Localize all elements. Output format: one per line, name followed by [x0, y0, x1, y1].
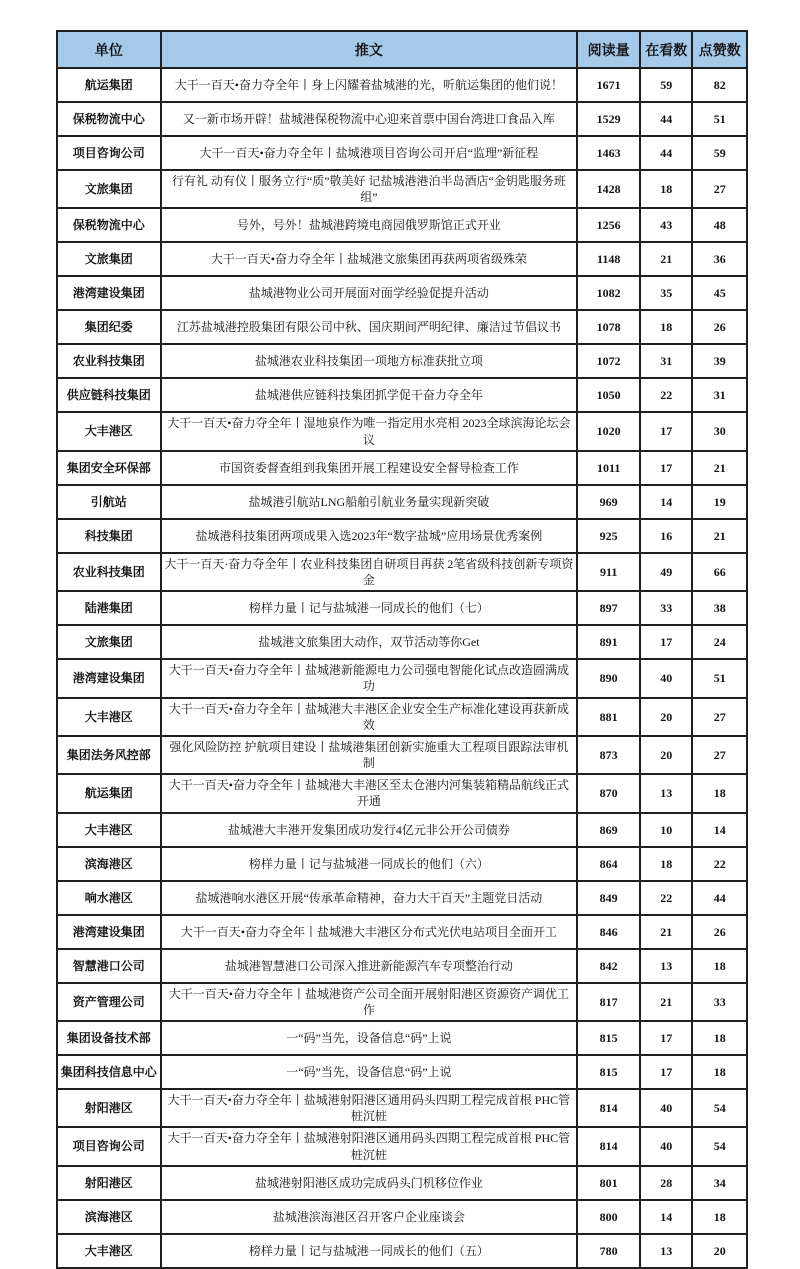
unit-cell: 文旅集团: [57, 170, 161, 208]
post-cell: 一“码”当先，设备信息“码”上说: [161, 1055, 578, 1089]
post-cell: 市国资委督查组到我集团开展工程建设安全督导检查工作: [161, 451, 578, 485]
likes-cell: 21: [692, 451, 747, 485]
reads-cell: 911: [577, 553, 640, 591]
table-row: [57, 102, 747, 136]
likes-cell: 54: [692, 1127, 747, 1165]
unit-cell: 保税物流中心: [57, 102, 161, 136]
watches-cell: 22: [640, 378, 692, 412]
table-row: [57, 485, 747, 519]
likes-cell: 54: [692, 1089, 747, 1127]
post-cell: 一“码”当先，设备信息“码”上说: [161, 1021, 578, 1055]
unit-cell: 大丰港区: [57, 412, 161, 450]
post-cell: 盐城港科技集团两项成果入选2023年“数字盐城”应用场景优秀案例: [161, 519, 578, 553]
reads-cell: 801: [577, 1166, 640, 1200]
unit-cell: 集团安全环保部: [57, 451, 161, 485]
table-row: [57, 1200, 747, 1234]
reads-cell: 870: [577, 774, 640, 812]
post-cell: 盐城港射阳港区成功完成码头门机移位作业: [161, 1166, 578, 1200]
post-cell: 行有礼 动有仪丨服务立行“质”敬美好 记盐城港港泊半岛酒店“金钥匙服务班组”: [161, 170, 578, 208]
unit-cell: 航运集团: [57, 774, 161, 812]
watches-cell: 44: [640, 102, 692, 136]
unit-cell: 射阳港区: [57, 1089, 161, 1127]
watches-cell: 18: [640, 170, 692, 208]
reads-cell: 842: [577, 949, 640, 983]
col-header-reads: 阅读量: [577, 31, 640, 68]
watches-cell: 13: [640, 1234, 692, 1268]
table-row: [57, 451, 747, 485]
wechat-post-stats-table: [56, 30, 748, 1269]
unit-cell: 大丰港区: [57, 1234, 161, 1268]
reads-cell: 1072: [577, 344, 640, 378]
unit-cell: 项目咨询公司: [57, 1127, 161, 1165]
likes-cell: 44: [692, 881, 747, 915]
likes-cell: 18: [692, 949, 747, 983]
table-row: [57, 344, 747, 378]
watches-cell: 10: [640, 813, 692, 847]
watches-cell: 20: [640, 736, 692, 774]
reads-cell: 1020: [577, 412, 640, 450]
likes-cell: 24: [692, 625, 747, 659]
col-header-post: 推文: [161, 31, 578, 68]
unit-cell: 港湾建设集团: [57, 915, 161, 949]
table-row: [57, 208, 747, 242]
reads-cell: 1050: [577, 378, 640, 412]
col-header-likes: 点赞数: [692, 31, 747, 68]
unit-cell: 滨海港区: [57, 847, 161, 881]
table-row: [57, 136, 747, 170]
post-cell: 大干一百天•奋力夺全年丨盐城港大丰港区分布式光伏电站项目全面开工: [161, 915, 578, 949]
watches-cell: 17: [640, 412, 692, 450]
post-cell: 大干一百天•奋力夺全年丨湿地泉作为唯一指定用水亮相 2023全球滨海论坛会议: [161, 412, 578, 450]
watches-cell: 49: [640, 553, 692, 591]
table-header-row: [57, 31, 747, 68]
likes-cell: 19: [692, 485, 747, 519]
post-cell: 又一新市场开辟！盐城港保税物流中心迎来首票中国台湾进口食品入库: [161, 102, 578, 136]
post-cell: 榜样力量丨记与盐城港一同成长的他们（五）: [161, 1234, 578, 1268]
table-row: [57, 242, 747, 276]
reads-cell: 815: [577, 1055, 640, 1089]
reads-cell: 969: [577, 485, 640, 519]
unit-cell: 引航站: [57, 485, 161, 519]
table-row: [57, 412, 747, 450]
watches-cell: 13: [640, 949, 692, 983]
table-row: [57, 983, 747, 1021]
watches-cell: 20: [640, 698, 692, 736]
unit-cell: 供应链科技集团: [57, 378, 161, 412]
post-cell: 盐城港智慧港口公司深入推进新能源汽车专项整治行动: [161, 949, 578, 983]
watches-cell: 18: [640, 310, 692, 344]
reads-cell: 1148: [577, 242, 640, 276]
table-row: [57, 276, 747, 310]
table-row: [57, 1021, 747, 1055]
likes-cell: 27: [692, 736, 747, 774]
reads-cell: 1011: [577, 451, 640, 485]
table-row: [57, 591, 747, 625]
watches-cell: 13: [640, 774, 692, 812]
post-cell: 江苏盐城港控股集团有限公司中秋、国庆期间严明纪律、廉洁过节倡议书: [161, 310, 578, 344]
watches-cell: 59: [640, 68, 692, 102]
post-cell: 大干一百天•奋力夺全年丨盐城港射阳港区通用码头四期工程完成首根 PHC管桩沉桩: [161, 1127, 578, 1165]
likes-cell: 18: [692, 1055, 747, 1089]
reads-cell: 817: [577, 983, 640, 1021]
watches-cell: 17: [640, 451, 692, 485]
reads-cell: 1529: [577, 102, 640, 136]
unit-cell: 射阳港区: [57, 1166, 161, 1200]
likes-cell: 82: [692, 68, 747, 102]
likes-cell: 66: [692, 553, 747, 591]
unit-cell: 港湾建设集团: [57, 276, 161, 310]
watches-cell: 33: [640, 591, 692, 625]
table-row: [57, 813, 747, 847]
likes-cell: 51: [692, 102, 747, 136]
likes-cell: 45: [692, 276, 747, 310]
post-cell: 盐城港响水港区开展“传承革命精神，奋力大干百天”主题党日活动: [161, 881, 578, 915]
watches-cell: 35: [640, 276, 692, 310]
table-row: [57, 698, 747, 736]
table-row: [57, 1055, 747, 1089]
watches-cell: 21: [640, 915, 692, 949]
post-cell: 大干一百天•奋力夺全年丨身上闪耀着盐城港的光，听航运集团的他们说！: [161, 68, 578, 102]
post-cell: 大干一百天•奋力夺全年丨盐城港大丰港区至太仓港内河集装箱精品航线正式开通: [161, 774, 578, 812]
unit-cell: 智慧港口公司: [57, 949, 161, 983]
table-row: [57, 1089, 747, 1127]
reads-cell: 864: [577, 847, 640, 881]
reads-cell: 800: [577, 1200, 640, 1234]
likes-cell: 59: [692, 136, 747, 170]
unit-cell: 保税物流中心: [57, 208, 161, 242]
post-cell: 盐城港滨海港区召开客户企业座谈会: [161, 1200, 578, 1234]
table-row: [57, 915, 747, 949]
reads-cell: 1428: [577, 170, 640, 208]
watches-cell: 40: [640, 1089, 692, 1127]
table-row: [57, 625, 747, 659]
watches-cell: 14: [640, 485, 692, 519]
likes-cell: 26: [692, 310, 747, 344]
unit-cell: 陆港集团: [57, 591, 161, 625]
watches-cell: 21: [640, 983, 692, 1021]
reads-cell: 869: [577, 813, 640, 847]
watches-cell: 21: [640, 242, 692, 276]
watches-cell: 40: [640, 1127, 692, 1165]
unit-cell: 集团法务风控部: [57, 736, 161, 774]
likes-cell: 36: [692, 242, 747, 276]
watches-cell: 18: [640, 847, 692, 881]
unit-cell: 集团设备技术部: [57, 1021, 161, 1055]
post-cell: 榜样力量丨记与盐城港一同成长的他们（七）: [161, 591, 578, 625]
reads-cell: 1082: [577, 276, 640, 310]
likes-cell: 26: [692, 915, 747, 949]
col-header-watches: 在看数: [640, 31, 692, 68]
table-row: [57, 881, 747, 915]
watches-cell: 28: [640, 1166, 692, 1200]
watches-cell: 22: [640, 881, 692, 915]
post-cell: 盐城港引航站LNG船舶引航业务量实现新突破: [161, 485, 578, 519]
unit-cell: 文旅集团: [57, 242, 161, 276]
post-cell: 大干一百天•奋力夺全年丨盐城港射阳港区通用码头四期工程完成首根 PHC管桩沉桩: [161, 1089, 578, 1127]
reads-cell: 925: [577, 519, 640, 553]
post-cell: 盐城港农业科技集团一项地方标准获批立项: [161, 344, 578, 378]
watches-cell: 14: [640, 1200, 692, 1234]
table-row: [57, 1166, 747, 1200]
unit-cell: 大丰港区: [57, 698, 161, 736]
likes-cell: 27: [692, 170, 747, 208]
reads-cell: 849: [577, 881, 640, 915]
likes-cell: 22: [692, 847, 747, 881]
unit-cell: 航运集团: [57, 68, 161, 102]
watches-cell: 16: [640, 519, 692, 553]
likes-cell: 30: [692, 412, 747, 450]
watches-cell: 31: [640, 344, 692, 378]
table-row: [57, 774, 747, 812]
watches-cell: 40: [640, 659, 692, 697]
table-row: [57, 378, 747, 412]
reads-cell: 1256: [577, 208, 640, 242]
likes-cell: 20: [692, 1234, 747, 1268]
reads-cell: 846: [577, 915, 640, 949]
likes-cell: 18: [692, 1021, 747, 1055]
table-row: [57, 68, 747, 102]
likes-cell: 27: [692, 698, 747, 736]
watches-cell: 17: [640, 1021, 692, 1055]
table-row: [57, 519, 747, 553]
likes-cell: 34: [692, 1166, 747, 1200]
reads-cell: 1463: [577, 136, 640, 170]
post-cell: 盐城港文旅集团大动作，双节活动等你Get: [161, 625, 578, 659]
likes-cell: 38: [692, 591, 747, 625]
likes-cell: 18: [692, 774, 747, 812]
post-cell: 号外，号外！盐城港跨境电商园俄罗斯馆正式开业: [161, 208, 578, 242]
reads-cell: 1078: [577, 310, 640, 344]
table-row: [57, 949, 747, 983]
table-row: [57, 1234, 747, 1268]
unit-cell: 集团纪委: [57, 310, 161, 344]
reads-cell: 815: [577, 1021, 640, 1055]
table-row: [57, 170, 747, 208]
post-cell: 大干一百天•奋力夺全年丨盐城港大丰港区企业安全生产标准化建设再获新成效: [161, 698, 578, 736]
reads-cell: 890: [577, 659, 640, 697]
unit-cell: 文旅集团: [57, 625, 161, 659]
likes-cell: 14: [692, 813, 747, 847]
post-cell: 大干一百天·奋力夺全年丨农业科技集团自研项目再获 2笔省级科技创新专项资金: [161, 553, 578, 591]
post-cell: 大干一百天•奋力夺全年丨盐城港新能源电力公司强电智能化试点改造圆满成功: [161, 659, 578, 697]
col-header-unit: 单位: [57, 31, 161, 68]
watches-cell: 17: [640, 625, 692, 659]
reads-cell: 814: [577, 1089, 640, 1127]
table-row: [57, 847, 747, 881]
likes-cell: 31: [692, 378, 747, 412]
unit-cell: 农业科技集团: [57, 553, 161, 591]
post-cell: 盐城港供应链科技集团抓学促干奋力夺全年: [161, 378, 578, 412]
post-cell: 大干一百天•奋力夺全年丨盐城港文旅集团再获两项省级殊荣: [161, 242, 578, 276]
likes-cell: 51: [692, 659, 747, 697]
table-row: [57, 736, 747, 774]
likes-cell: 48: [692, 208, 747, 242]
likes-cell: 33: [692, 983, 747, 1021]
post-cell: 榜样力量丨记与盐城港一同成长的他们（六）: [161, 847, 578, 881]
unit-cell: 科技集团: [57, 519, 161, 553]
likes-cell: 21: [692, 519, 747, 553]
reads-cell: 891: [577, 625, 640, 659]
table-row: [57, 310, 747, 344]
post-cell: 强化风险防控 护航项目建设丨盐城港集团创新实施重大工程项目跟踪法审机制: [161, 736, 578, 774]
unit-cell: 响水港区: [57, 881, 161, 915]
post-cell: 盐城港物业公司开展面对面学经验促提升活动: [161, 276, 578, 310]
likes-cell: 39: [692, 344, 747, 378]
table-row: [57, 553, 747, 591]
reads-cell: 881: [577, 698, 640, 736]
watches-cell: 43: [640, 208, 692, 242]
likes-cell: 18: [692, 1200, 747, 1234]
reads-cell: 897: [577, 591, 640, 625]
unit-cell: 集团科技信息中心: [57, 1055, 161, 1089]
table-row: [57, 1127, 747, 1165]
reads-cell: 873: [577, 736, 640, 774]
watches-cell: 44: [640, 136, 692, 170]
reads-cell: 814: [577, 1127, 640, 1165]
unit-cell: 滨海港区: [57, 1200, 161, 1234]
table-row: [57, 659, 747, 697]
watches-cell: 17: [640, 1055, 692, 1089]
unit-cell: 港湾建设集团: [57, 659, 161, 697]
unit-cell: 资产管理公司: [57, 983, 161, 1021]
reads-cell: 780: [577, 1234, 640, 1268]
reads-cell: 1671: [577, 68, 640, 102]
post-cell: 大干一百天•奋力夺全年丨盐城港项目咨询公司开启“监理”新征程: [161, 136, 578, 170]
post-cell: 盐城港大丰港开发集团成功发行4亿元非公开公司债券: [161, 813, 578, 847]
unit-cell: 农业科技集团: [57, 344, 161, 378]
unit-cell: 项目咨询公司: [57, 136, 161, 170]
post-cell: 大干一百天•奋力夺全年丨盐城港资产公司全面开展射阳港区资源资产调优工作: [161, 983, 578, 1021]
unit-cell: 大丰港区: [57, 813, 161, 847]
